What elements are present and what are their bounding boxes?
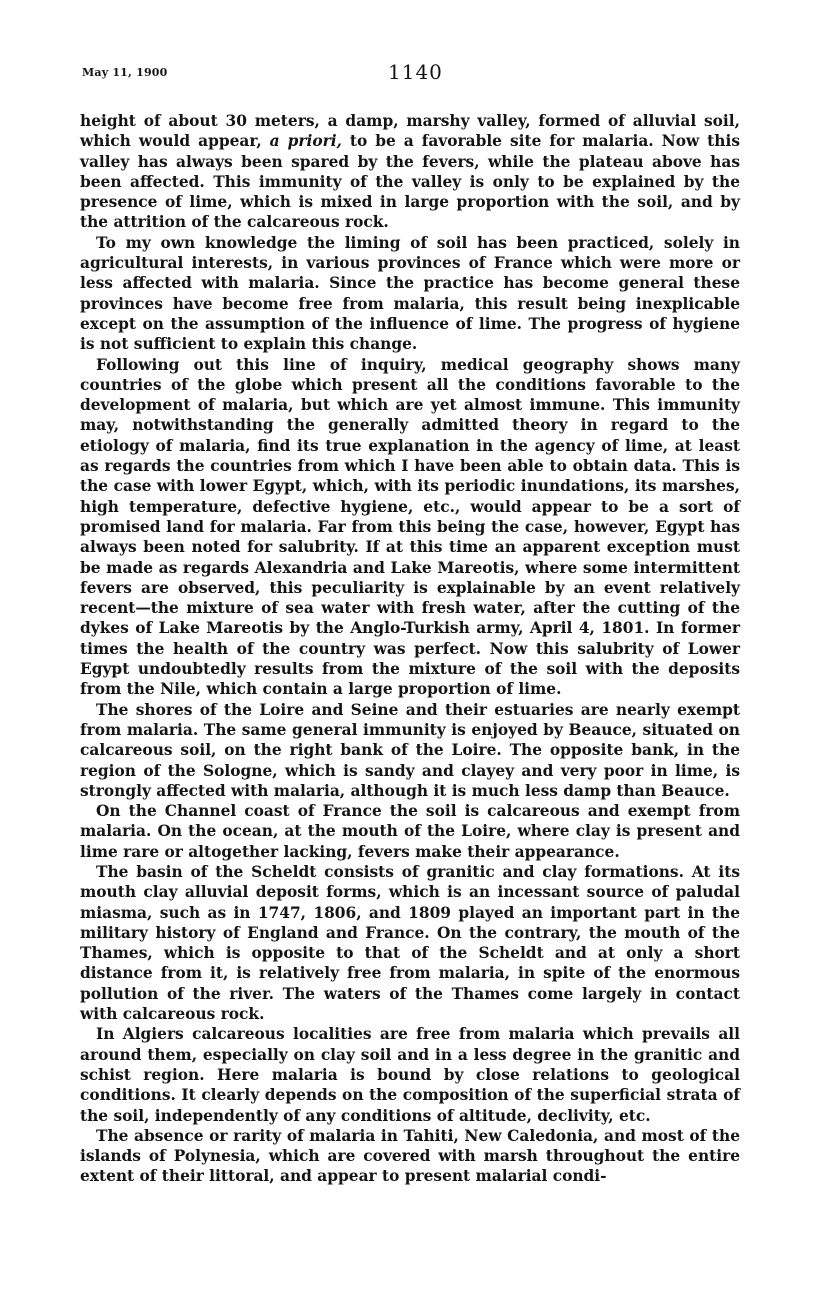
paragraph-7: In Algiers calcareous localities are free from malaria which prevails all around them, especially on clay soil and in a less degree in the granitic and schist region. Here malaria is bound by close relations to geological conditions. It clearly depends on the composition of the superficial strata of the soil, independently of any conditions of altitude, declivity, etc.: [80, 1025, 740, 1125]
paragraph-6: The basin of the Scheldt consists of granitic and clay formations. At its mouth clay alluvial deposit forms, which is an incessant source of paludal miasma, such as in 1747, 1806, and 1809 played an important part in the military history of England and France. On the contrary, the mouth of the Thames, which is opposite to that of the Scheldt and at only a short distance from it, is relatively free from malaria, in spite of the enormous pollution of the river. The waters of the Thames come largely in contact with calcareous rock.: [80, 862, 740, 1024]
paragraph-3: Following out this line of inquiry, medical geography shows many countries of the globe which present all the conditions favorable to the development of malaria, but which are yet almost immune. This immunity may, notwithstanding the generally admitted theory in regard to the etiology of malaria, find its true explanation in the agency of lime, at least as regards the countries from which I have been able to obtain data. This is the case with lower Egypt, which, with its periodic inundations, its marshes, high temperature, defective hygiene, etc., would appear to be a sort of promised land for malaria. Far from this being the case, however, Egypt has always been noted for salubrity. If at this time an apparent exception must be made as regards Alexandria and Lake Mareotis, where some intermittent fevers are observed, this peculiarity is explainable by an event relatively recent—the mixture of sea water with fresh water, after the cutting of the dykes of Lake Mareotis by the Anglo-Turkish army, April 4, 1801. In former times the health of the country was perfect. Now this salubrity of Lower Egypt undoubtedly results from the mixture of the soil with the deposits from the Nile, which contain a large proportion of lime.: [80, 355, 740, 699]
paragraph-1-text-end: to be a favorable site for malaria. Now this valley has always been spared by the fevers, while the plateau above has been affected. This immunity of the valley is only to be explained by the presence of lime, which is mixed in large proportion with the soil, and by the attrition of the calcareous rock.: [80, 132, 740, 232]
page-number: 1140: [388, 60, 443, 84]
header-date: May 11, 1900: [82, 66, 168, 79]
paragraph-8: The absence or rarity of malaria in Tahiti, New Caledonia, and most of the islands of Polynesia, which are covered with marsh throughout the entire extent of their littoral, and appear to present malarial condi-: [80, 1126, 740, 1186]
document-page: [76, 58, 740, 1187]
paragraph-2: To my own knowledge the liming of soil has been practiced, solely in agricultural interests, in various provinces of France which were more or less affected with malaria. Since the practice has become general these provinces have become free from malaria, this result being inexplicable except on the assumption of the influence of lime. The progress of hygiene is not sufficient to explain this change.: [80, 233, 740, 354]
paragraph-1-text-start: height of about 30 meters, a damp, marshy valley, formed of alluvial soil, which would appear,: [80, 112, 740, 151]
paragraph-1-emphasis: a priori,: [269, 132, 342, 151]
paragraph-4: The shores of the Loire and Seine and their estuaries are nearly exempt from malaria. The same general immunity is enjoyed by Beauce, situated on calcareous soil, on the right bank of the Loire. The opposite bank, in the region of the Sologne, which is sandy and clayey and very poor in lime, is strongly affected with malaria, although it is much less damp than Beauce.: [80, 700, 740, 800]
paragraph-5: On the Channel coast of France the soil is calcareous and exempt from malaria. On the ocean, at the mouth of the Loire, where clay is present and lime rare or altogether lacking, fevers make their appearance.: [80, 802, 740, 861]
paragraph-1: [80, 111, 740, 233]
article-body: [80, 111, 740, 1187]
page-header: [76, 58, 740, 98]
